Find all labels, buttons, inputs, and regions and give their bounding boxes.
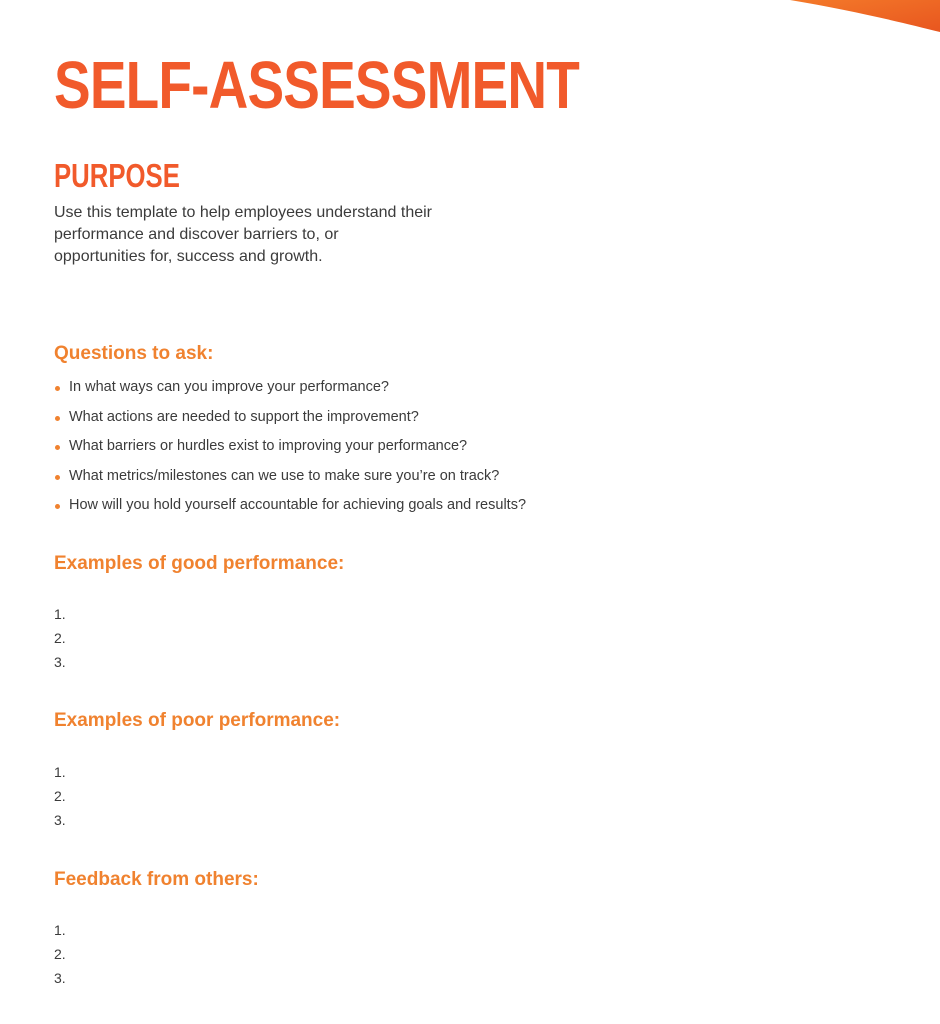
- list-item: 1.: [54, 922, 66, 938]
- decorative-corner-shape: [790, 0, 940, 40]
- questions-heading: Questions to ask:: [54, 343, 214, 364]
- list-item: 2.: [54, 788, 66, 804]
- page-title: SELF-ASSESSMENT: [54, 48, 579, 123]
- bullet-icon: [55, 504, 60, 509]
- list-item: 3.: [54, 654, 66, 670]
- poor-performance-list: [54, 760, 66, 832]
- list-item: [54, 373, 526, 403]
- poor-performance-heading: Examples of poor performance:: [54, 710, 341, 731]
- list-item: [54, 403, 526, 433]
- list-item: 3.: [54, 812, 66, 828]
- list-item: 1.: [54, 606, 66, 622]
- list-item: 1.: [54, 764, 66, 780]
- question-text: What actions are needed to support the improvement?: [69, 408, 419, 425]
- feedback-heading: Feedback from others:: [54, 869, 259, 890]
- question-text: In what ways can you improve your performance?: [69, 379, 389, 395]
- list-item: 2.: [54, 630, 66, 646]
- purpose-text: Use this template to help employees understand their performance and discover barriers to, or opportunities for, success and growth.: [54, 204, 432, 265]
- questions-list: [54, 373, 526, 521]
- question-text: How will you hold yourself accountable for achieving goals and results?: [69, 497, 527, 513]
- bullet-icon: [55, 475, 60, 480]
- bullet-icon: [55, 416, 60, 421]
- list-item: [54, 462, 526, 492]
- list-item: [54, 432, 526, 462]
- bullet-icon: [55, 386, 60, 391]
- purpose-heading: PURPOSE: [54, 157, 180, 194]
- feedback-list: [54, 918, 66, 990]
- list-item: [54, 491, 526, 521]
- good-performance-list: [54, 602, 66, 674]
- question-text: What metrics/milestones can we use to make sure you’re on track?: [69, 467, 500, 484]
- good-performance-heading: Examples of good performance:: [54, 553, 345, 574]
- list-item: 2.: [54, 946, 66, 962]
- bullet-icon: [55, 445, 60, 450]
- question-text: What barriers or hurdles exist to improving your performance?: [69, 438, 468, 454]
- list-item: 3.: [54, 970, 66, 986]
